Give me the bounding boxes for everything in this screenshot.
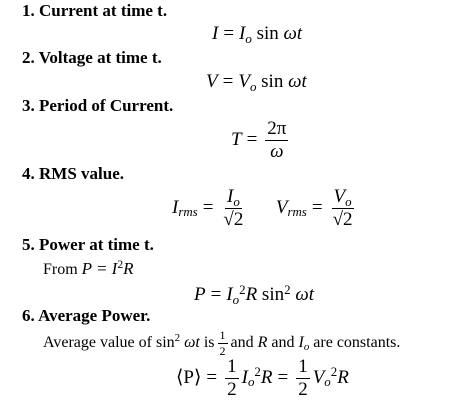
average-value-line: Average value of $\sin^2 \omega t$ is $\frac{1}{2}$ and R and $I_o$ are constants. bbox=[43, 328, 401, 358]
section-number: 3. bbox=[22, 96, 35, 115]
current-equation: $I = I_o$ sin ωt bbox=[212, 23, 303, 46]
from-line: From $P = I^2R$ bbox=[43, 258, 134, 278]
average-power-equation: ⟨P⟩ = $\frac{1}{2}$ $I_o^2R$ = $\frac{1}{2}$ $V_o^2R$ bbox=[176, 356, 349, 400]
section-1-heading bbox=[22, 1, 167, 21]
section-number: 6. bbox=[22, 306, 35, 325]
section-title: Average Power. bbox=[38, 306, 151, 325]
section-number: 5. bbox=[22, 235, 35, 254]
section-title: RMS value. bbox=[39, 164, 124, 183]
section-title: Current at time t. bbox=[39, 1, 168, 20]
period-equation: T = $\frac{2\pi}{\omega}$ bbox=[231, 118, 287, 162]
irms-equation: $I_{rms}$ = $\frac{I_o}{√2}$ bbox=[172, 186, 244, 230]
section-title: Power at time t. bbox=[39, 235, 154, 254]
section-2-heading bbox=[22, 48, 162, 68]
section-number: 1. bbox=[22, 1, 35, 20]
section-number: 2. bbox=[22, 48, 35, 67]
rms-equations bbox=[172, 187, 358, 230]
section-number: 4. bbox=[22, 164, 35, 183]
vrms-equation: $V_{rms}$ = $\frac{V_o}{√2}$ bbox=[275, 186, 353, 230]
section-3-heading bbox=[22, 96, 173, 116]
power-equation: $P = I_o^2R$ $\sin^2 \omega t$ bbox=[194, 281, 315, 307]
half-fraction: $\frac{1}{2}$ bbox=[219, 328, 226, 358]
section-6-heading bbox=[22, 306, 150, 326]
section-4-heading bbox=[22, 164, 124, 184]
section-title: Period of Current. bbox=[39, 96, 174, 115]
section-5-heading bbox=[22, 235, 154, 255]
voltage-equation: $V = V_o$ sin ωt bbox=[206, 71, 307, 94]
section-title: Voltage at time t. bbox=[38, 48, 162, 67]
period-fraction: $\frac{2\pi}{\omega}$ bbox=[267, 118, 287, 162]
